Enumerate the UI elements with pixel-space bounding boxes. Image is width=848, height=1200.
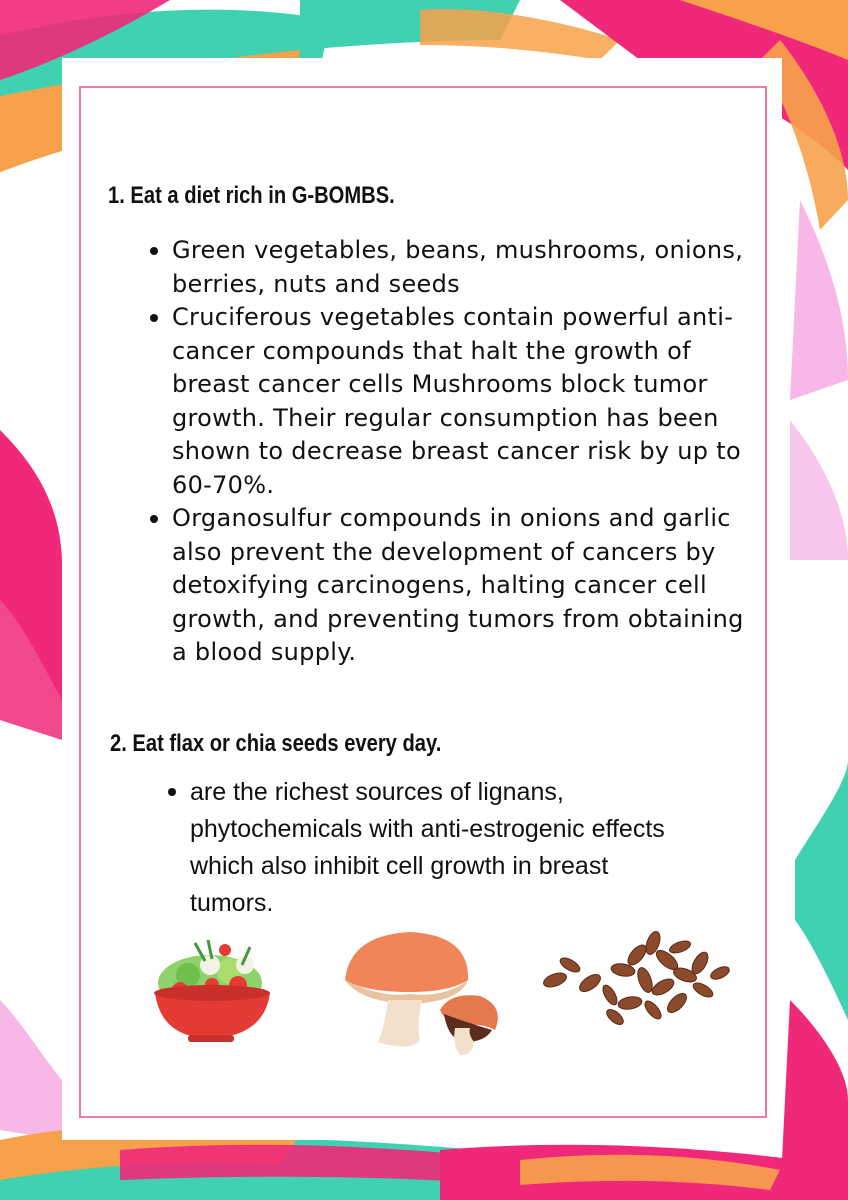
section-2-list <box>168 774 688 922</box>
list-item: are the richest sources of lignans, phytochemicals with anti-estrogenic effects which also inhibit cell growth in breast tumors. <box>168 774 688 922</box>
section-2-heading: 2. Eat flax or chia seeds every day. <box>110 730 442 757</box>
list-item: Green vegetables, beans, mushrooms, onions, berries, nuts and seeds <box>150 234 760 301</box>
mushroom-icon <box>340 930 510 1060</box>
list-item: Organosulfur compounds in onions and garlic also prevent the development of cancers by detoxifying carcinogens, halting cancer cell growth, and preventing tumors from obtaining a blood supply. <box>150 502 760 670</box>
flax-seeds-icon <box>535 925 735 1035</box>
section-1-list <box>150 234 760 670</box>
section-1-heading: 1. Eat a diet rich in G-BOMBS. <box>108 182 395 209</box>
salad-bowl-icon <box>150 935 280 1045</box>
list-item: Cruciferous vegetables contain powerful anti-cancer compounds that halt the growth of breast cancer cells Mushrooms block tumor growth. Their regular consumption has been shown to decrease breast cancer risk by up to 60-70%. <box>150 301 760 502</box>
